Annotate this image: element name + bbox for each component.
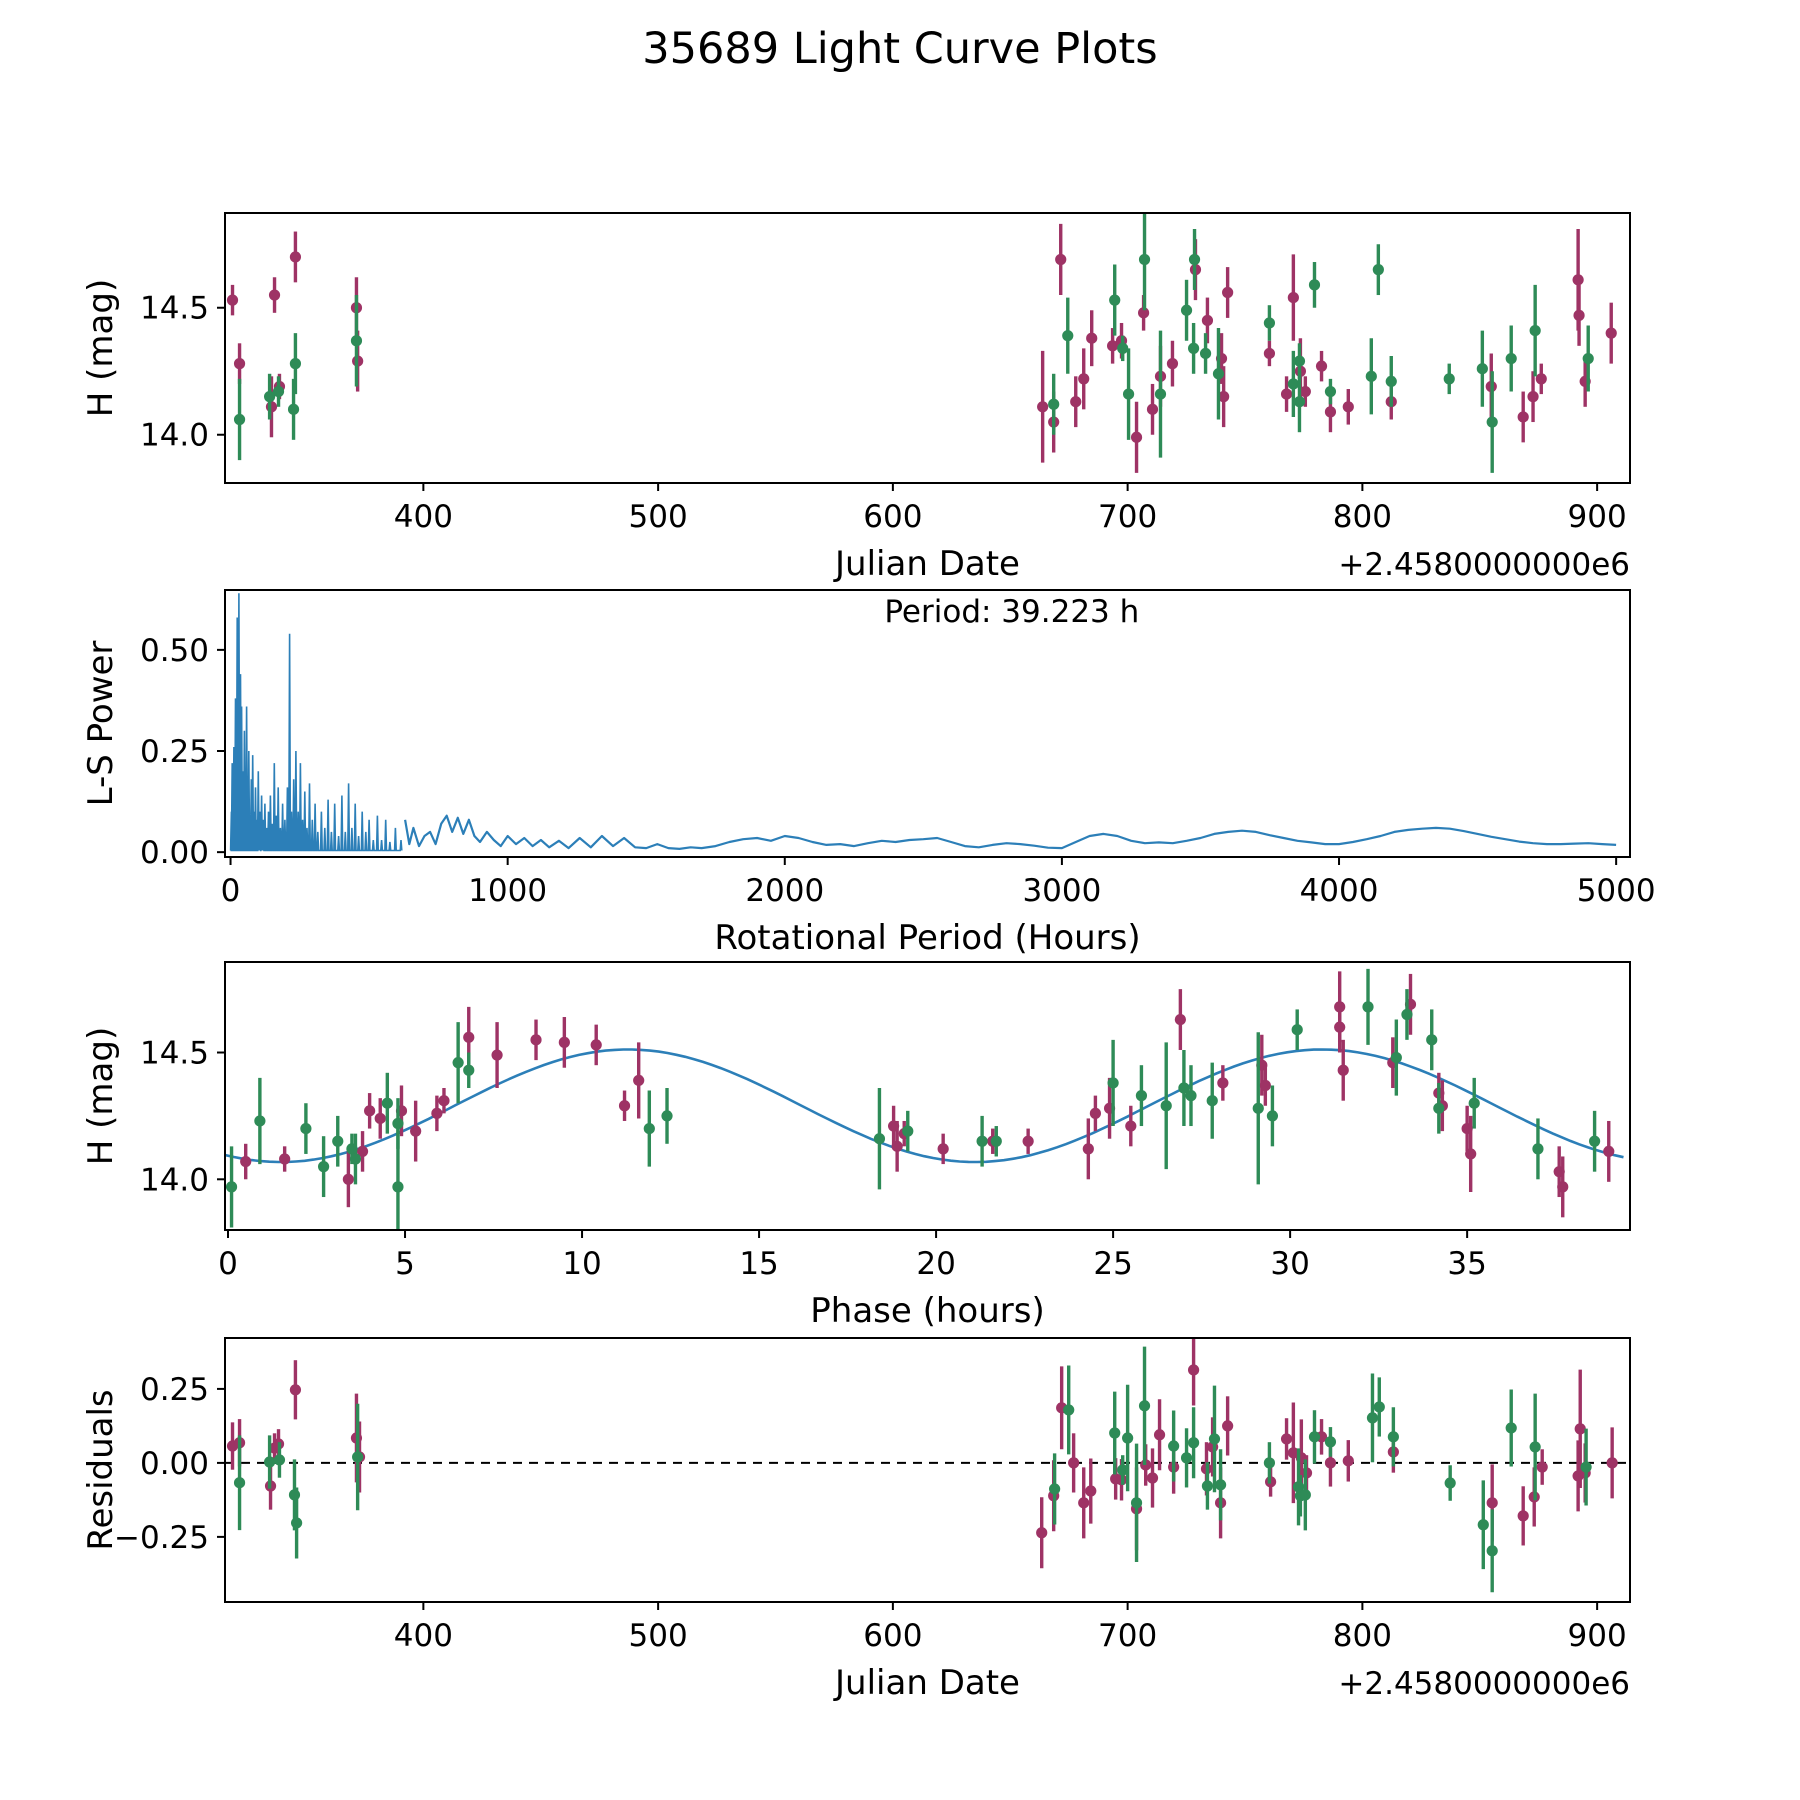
data-point bbox=[1465, 1148, 1476, 1159]
data-point bbox=[1200, 348, 1211, 359]
x-tick-label: 500 bbox=[628, 499, 688, 535]
data-point bbox=[1068, 1457, 1079, 1468]
data-point bbox=[1532, 1143, 1543, 1154]
axes-frame bbox=[225, 1338, 1630, 1602]
data-point bbox=[1388, 1431, 1399, 1442]
data-point bbox=[1055, 254, 1066, 265]
data-point bbox=[1309, 279, 1320, 290]
data-point bbox=[1264, 1457, 1275, 1468]
y-tick-label: 0.00 bbox=[139, 835, 209, 872]
data-point bbox=[1386, 376, 1397, 387]
data-point bbox=[1518, 1510, 1529, 1521]
data-point bbox=[892, 1141, 903, 1152]
data-point bbox=[1083, 1143, 1094, 1154]
data-point bbox=[438, 1095, 449, 1106]
y-tick-label: 14.5 bbox=[139, 290, 209, 327]
series-night-2-scatter bbox=[234, 1347, 1592, 1593]
data-point bbox=[1334, 1022, 1345, 1033]
data-point bbox=[1362, 1001, 1373, 1012]
y-tick-label: 0.25 bbox=[139, 1371, 209, 1408]
y-tick-label: 14.0 bbox=[139, 1162, 209, 1199]
data-point bbox=[1294, 396, 1305, 407]
y-axis-label-phased-light-curve: H (mag) bbox=[81, 1026, 121, 1166]
data-point bbox=[226, 1181, 237, 1192]
x-tick-label: 30 bbox=[1270, 1246, 1310, 1282]
data-point bbox=[1181, 1452, 1192, 1463]
data-point bbox=[1325, 1457, 1336, 1468]
data-point bbox=[1147, 1472, 1158, 1483]
data-point bbox=[1338, 1065, 1349, 1076]
data-point bbox=[332, 1136, 343, 1147]
data-point bbox=[1536, 373, 1547, 384]
data-point bbox=[288, 404, 299, 415]
data-point bbox=[1530, 1441, 1541, 1452]
data-point bbox=[1078, 373, 1089, 384]
x-tick-label: 20 bbox=[916, 1246, 956, 1282]
data-point bbox=[1325, 386, 1336, 397]
data-point bbox=[874, 1133, 885, 1144]
data-point bbox=[1209, 1433, 1220, 1444]
data-point bbox=[431, 1108, 442, 1119]
data-point bbox=[1109, 295, 1120, 306]
data-point bbox=[559, 1037, 570, 1048]
data-point bbox=[644, 1123, 655, 1134]
data-point bbox=[227, 295, 238, 306]
panel-periodogram bbox=[81, 590, 1656, 958]
data-point bbox=[1217, 1077, 1228, 1088]
data-point bbox=[290, 251, 301, 262]
x-tick-label: 500 bbox=[628, 1618, 688, 1654]
data-point bbox=[1037, 401, 1048, 412]
panel-phased-light-curve bbox=[81, 962, 1630, 1331]
data-point bbox=[290, 1384, 301, 1395]
series-night-2-scatter bbox=[226, 969, 1600, 1250]
data-point bbox=[1537, 1461, 1548, 1472]
data-point bbox=[1070, 396, 1081, 407]
period-annotation: Period: 39.223 h bbox=[884, 594, 1140, 631]
data-point bbox=[1090, 1108, 1101, 1119]
data-point bbox=[289, 1489, 300, 1500]
data-point bbox=[1175, 1014, 1186, 1025]
data-point bbox=[1136, 1090, 1147, 1101]
data-point bbox=[264, 1456, 275, 1467]
data-point bbox=[1188, 1437, 1199, 1448]
data-point bbox=[1264, 317, 1275, 328]
data-point bbox=[375, 1113, 386, 1124]
data-point bbox=[1469, 1098, 1480, 1109]
data-point bbox=[1343, 401, 1354, 412]
x-axis-offset-text: +2.4580000000e6 bbox=[1338, 1666, 1630, 1702]
y-tick-label: 14.0 bbox=[139, 417, 209, 454]
data-point bbox=[254, 1115, 265, 1126]
plot-area-residuals bbox=[225, 1334, 1630, 1592]
x-tick-label: 2000 bbox=[745, 873, 825, 909]
x-tick-label: 35 bbox=[1447, 1246, 1487, 1282]
x-tick-label: 25 bbox=[1093, 1246, 1133, 1282]
series-night-1-scatter bbox=[227, 1334, 1618, 1568]
data-point bbox=[1222, 287, 1233, 298]
x-tick-label: 900 bbox=[1567, 499, 1627, 535]
data-point bbox=[1125, 1120, 1136, 1131]
x-tick-label: 5000 bbox=[1576, 873, 1656, 909]
data-point bbox=[274, 1454, 285, 1465]
data-point bbox=[1155, 389, 1166, 400]
data-point bbox=[1583, 353, 1594, 364]
fit-curve-line bbox=[225, 1050, 1624, 1163]
data-point bbox=[661, 1110, 672, 1121]
data-point bbox=[1167, 358, 1178, 369]
data-point bbox=[1506, 1422, 1517, 1433]
data-point bbox=[530, 1034, 541, 1045]
data-point bbox=[343, 1174, 354, 1185]
data-point bbox=[1168, 1440, 1179, 1451]
data-point bbox=[1147, 404, 1158, 415]
axis-ticks-light-curve bbox=[140, 291, 1627, 535]
data-point bbox=[382, 1098, 393, 1109]
data-point bbox=[1078, 1497, 1089, 1508]
data-point bbox=[1478, 1519, 1489, 1530]
y-axis-label-light-curve: H (mag) bbox=[81, 278, 121, 418]
data-point bbox=[1202, 1480, 1213, 1491]
data-point bbox=[1518, 411, 1529, 422]
data-point bbox=[1367, 1412, 1378, 1423]
series-night-1-scatter bbox=[227, 224, 1617, 473]
data-point bbox=[410, 1126, 421, 1137]
data-point bbox=[453, 1057, 464, 1068]
data-point bbox=[1603, 1146, 1614, 1157]
data-point bbox=[1366, 371, 1377, 382]
data-point bbox=[318, 1161, 329, 1172]
data-point bbox=[352, 1451, 363, 1462]
data-point bbox=[1391, 1052, 1402, 1063]
data-point bbox=[1288, 378, 1299, 389]
ls-power-spikes bbox=[231, 593, 402, 850]
data-point bbox=[463, 1065, 474, 1076]
data-point bbox=[1573, 274, 1584, 285]
x-tick-label: 5 bbox=[395, 1246, 415, 1282]
data-point bbox=[291, 1517, 302, 1528]
data-point bbox=[1063, 1404, 1074, 1415]
data-point bbox=[1062, 330, 1073, 341]
data-point bbox=[1487, 1497, 1498, 1508]
x-axis-offset-text: +2.4580000000e6 bbox=[1338, 547, 1630, 583]
data-point bbox=[1181, 305, 1192, 316]
data-point bbox=[1401, 1009, 1412, 1020]
data-point bbox=[938, 1143, 949, 1154]
data-point bbox=[902, 1126, 913, 1137]
y-tick-label: −0.25 bbox=[114, 1519, 209, 1556]
data-point bbox=[1309, 1431, 1320, 1442]
x-tick-label: 0 bbox=[218, 1246, 238, 1282]
plot-area-light-curve bbox=[227, 209, 1617, 473]
data-point bbox=[1530, 325, 1541, 336]
data-point bbox=[1139, 1400, 1150, 1411]
data-point bbox=[1253, 1103, 1264, 1114]
data-point bbox=[1131, 1497, 1142, 1508]
panel-residuals bbox=[81, 1334, 1630, 1703]
data-point bbox=[234, 414, 245, 425]
data-point bbox=[1085, 1485, 1096, 1496]
series-night-2-scatter bbox=[234, 209, 1594, 473]
data-point bbox=[1189, 254, 1200, 265]
panel-light-curve bbox=[81, 209, 1630, 584]
data-point bbox=[392, 1181, 403, 1192]
data-point bbox=[364, 1105, 375, 1116]
data-point bbox=[1527, 391, 1538, 402]
data-point bbox=[591, 1039, 602, 1050]
data-point bbox=[1288, 292, 1299, 303]
data-point bbox=[1049, 1483, 1060, 1494]
x-tick-label: 800 bbox=[1332, 499, 1392, 535]
data-point bbox=[977, 1136, 988, 1147]
figure-title: 35689 Light Curve Plots bbox=[642, 24, 1158, 74]
x-axis-label-light-curve: Julian Date bbox=[835, 544, 1020, 584]
data-point bbox=[1373, 264, 1384, 275]
data-point bbox=[1573, 310, 1584, 321]
data-point bbox=[1117, 343, 1128, 354]
x-tick-label: 10 bbox=[562, 1246, 602, 1282]
data-point bbox=[1108, 1077, 1119, 1088]
x-tick-label: 900 bbox=[1567, 1618, 1627, 1654]
data-point bbox=[1123, 389, 1134, 400]
data-point bbox=[1023, 1136, 1034, 1147]
data-point bbox=[619, 1100, 630, 1111]
axis-ticks-residuals bbox=[114, 1372, 1627, 1654]
data-point bbox=[1139, 254, 1150, 265]
data-point bbox=[240, 1156, 251, 1167]
data-point bbox=[1036, 1527, 1047, 1538]
data-point bbox=[1426, 1034, 1437, 1045]
data-point bbox=[1131, 432, 1142, 443]
x-tick-label: 4000 bbox=[1299, 873, 1379, 909]
data-point bbox=[1374, 1401, 1385, 1412]
data-point bbox=[266, 401, 277, 412]
data-point bbox=[1281, 1433, 1292, 1444]
y-tick-label: 0.00 bbox=[139, 1445, 209, 1482]
data-point bbox=[1154, 1429, 1165, 1440]
x-tick-label: 800 bbox=[1332, 1618, 1392, 1654]
data-point bbox=[300, 1123, 311, 1134]
x-tick-label: 600 bbox=[863, 499, 923, 535]
data-point bbox=[1575, 1423, 1586, 1434]
data-point bbox=[273, 386, 284, 397]
x-tick-label: 3000 bbox=[1022, 873, 1102, 909]
y-tick-label: 14.5 bbox=[139, 1035, 209, 1072]
data-point bbox=[1188, 1364, 1199, 1375]
data-point bbox=[1267, 1110, 1278, 1121]
y-tick-label: 0.25 bbox=[139, 734, 209, 771]
x-tick-label: 700 bbox=[1098, 1618, 1158, 1654]
data-point bbox=[1607, 1457, 1618, 1468]
data-point bbox=[350, 1153, 361, 1164]
data-point bbox=[1281, 389, 1292, 400]
data-point bbox=[633, 1075, 644, 1086]
data-point bbox=[1557, 1181, 1568, 1192]
y-tick-label: 0.50 bbox=[139, 632, 209, 669]
x-axis-label-phased-light-curve: Phase (hours) bbox=[810, 1291, 1045, 1331]
data-point bbox=[1185, 1090, 1196, 1101]
data-point bbox=[1589, 1136, 1600, 1147]
data-point bbox=[1292, 1024, 1303, 1035]
data-point bbox=[463, 1032, 474, 1043]
axes-frame bbox=[225, 590, 1630, 857]
data-point bbox=[1606, 328, 1617, 339]
data-point bbox=[1202, 315, 1213, 326]
axes-frame bbox=[225, 213, 1630, 483]
data-point bbox=[1215, 1479, 1226, 1490]
x-tick-label: 400 bbox=[393, 499, 453, 535]
data-point bbox=[1444, 373, 1455, 384]
x-tick-label: 15 bbox=[739, 1246, 779, 1282]
ls-power-tail-line bbox=[405, 816, 1616, 849]
x-tick-label: 0 bbox=[220, 873, 241, 909]
x-tick-label: 1000 bbox=[468, 873, 548, 909]
data-point bbox=[351, 335, 362, 346]
data-point bbox=[1325, 406, 1336, 417]
data-point bbox=[234, 358, 245, 369]
y-axis-label-residuals: Residuals bbox=[81, 1389, 121, 1551]
data-point bbox=[1487, 1545, 1498, 1556]
data-point bbox=[1109, 1427, 1120, 1438]
data-point bbox=[1343, 1455, 1354, 1466]
data-point bbox=[1445, 1477, 1456, 1488]
data-point bbox=[1477, 363, 1488, 374]
data-point bbox=[1581, 1461, 1592, 1472]
data-point bbox=[1294, 355, 1305, 366]
plot-area-phased-light-curve bbox=[225, 969, 1624, 1250]
data-point bbox=[1300, 386, 1311, 397]
data-point bbox=[1264, 348, 1275, 359]
data-point bbox=[234, 1477, 245, 1488]
plot-area-periodogram bbox=[231, 593, 1617, 850]
axis-ticks-periodogram bbox=[140, 633, 1656, 909]
x-axis-label-periodogram: Rotational Period (Hours) bbox=[714, 918, 1141, 958]
data-point bbox=[1506, 353, 1517, 364]
data-point bbox=[1222, 1420, 1233, 1431]
data-point bbox=[1161, 1100, 1172, 1111]
data-point bbox=[1316, 361, 1327, 372]
x-tick-label: 400 bbox=[393, 1618, 453, 1654]
data-point bbox=[1207, 1095, 1218, 1106]
data-point bbox=[1325, 1436, 1336, 1447]
x-tick-label: 700 bbox=[1098, 499, 1158, 535]
x-tick-label: 600 bbox=[863, 1618, 923, 1654]
axis-ticks-phased-light-curve bbox=[140, 1036, 1487, 1282]
data-point bbox=[991, 1136, 1002, 1147]
x-axis-label-residuals: Julian Date bbox=[835, 1663, 1020, 1703]
data-point bbox=[290, 358, 301, 369]
data-point bbox=[1487, 416, 1498, 427]
data-point bbox=[269, 289, 280, 300]
data-point bbox=[1433, 1103, 1444, 1114]
data-point bbox=[1213, 368, 1224, 379]
data-point bbox=[1300, 1489, 1311, 1500]
data-point bbox=[1086, 333, 1097, 344]
data-point bbox=[1260, 1080, 1271, 1091]
data-point bbox=[279, 1153, 290, 1164]
data-point bbox=[1048, 399, 1059, 410]
data-point bbox=[1188, 343, 1199, 354]
data-point bbox=[1122, 1432, 1133, 1443]
y-axis-label-periodogram: L-S Power bbox=[81, 640, 121, 807]
data-point bbox=[491, 1049, 502, 1060]
